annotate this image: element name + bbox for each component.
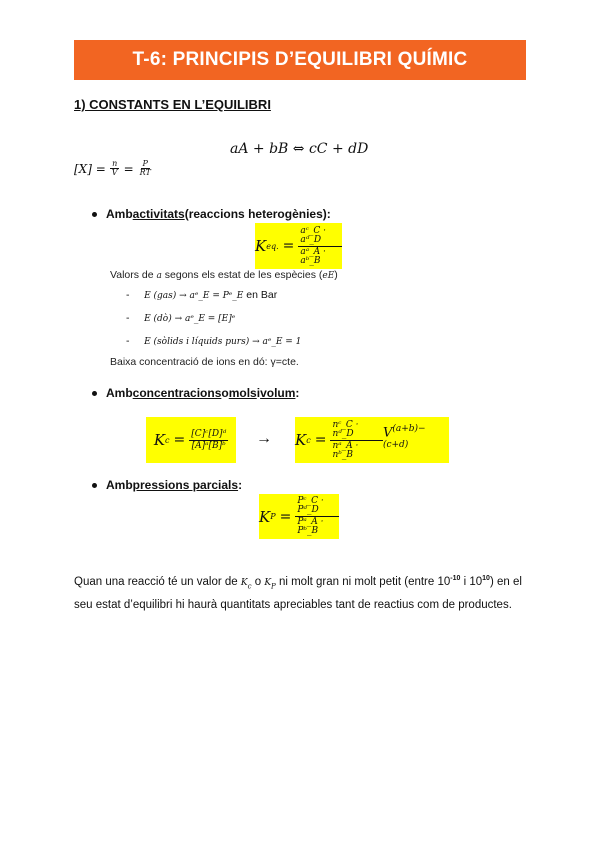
conclusion-paragraph: [74, 569, 534, 615]
label-underlined: volum: [260, 386, 296, 400]
case-solution: [126, 312, 235, 324]
label-text: Amb: [106, 386, 133, 400]
bullet-pressures: [92, 478, 242, 492]
keq-formula-box: K eq. = $\frac{\text{aᶜ\_C · aᵈ\_D}}{\text{aᵃ\_A · aᵇ\_B}}$: [255, 223, 342, 269]
k-subscript: c: [165, 435, 170, 445]
kp-symbol: K: [264, 578, 272, 588]
values-intro: [110, 269, 338, 281]
text: i 10: [460, 576, 483, 588]
frac-num: n: [112, 159, 118, 168]
k-subscript: c: [306, 435, 311, 445]
case-expr: E (gas) → aᵉ_E = Pᵉ_E: [144, 291, 244, 301]
conc-lhs: [X] =: [74, 161, 106, 176]
case-expr: E (dò) → aᵉ_E = [E]ᵉ: [144, 314, 236, 324]
low-concentration-note: Baixa concentració de ions en dó: γ=cte.: [110, 356, 299, 368]
bullet-dot-icon: [92, 391, 97, 396]
frac-num: nᶜ_C · nᵈ_D: [330, 420, 383, 441]
kc-sub: c: [247, 582, 252, 591]
var-a: a: [156, 271, 162, 281]
n-over-v-fraction: [110, 160, 120, 177]
exponent: 10: [482, 575, 490, 582]
v-exponent: (a+b)−(c+d): [382, 423, 426, 450]
case-gas: [126, 289, 277, 301]
case-pure: [126, 335, 301, 347]
frac-den: Pᵃ_A · Pᵇ_B: [297, 517, 324, 536]
k-subscript: eq.: [266, 241, 279, 251]
text: Valors de: [110, 269, 157, 281]
frac-num: aᶜ_C · aᵈ_D: [298, 226, 342, 247]
label-text: :: [238, 478, 243, 492]
bullet-dot-icon: [92, 483, 97, 488]
label-underlined: activitats: [132, 207, 185, 221]
bullet-concentrations: [92, 386, 299, 400]
frac-num: P: [142, 159, 148, 168]
label-text: o: [221, 386, 229, 400]
dash: -: [126, 312, 130, 324]
concentration-definition: [74, 160, 153, 177]
label-text: (reaccions heterogènies):: [184, 207, 331, 221]
text: ): [334, 269, 338, 281]
p-over-rt-fraction: [138, 160, 153, 177]
label-text: :: [295, 386, 300, 400]
text: Quan una reacció té un valor de: [74, 576, 241, 588]
k-symbol: K: [153, 431, 166, 449]
keq-fraction: [298, 226, 342, 267]
exponent: -10: [450, 575, 461, 582]
dash: -: [126, 289, 130, 301]
equals-sign: =: [123, 161, 134, 176]
bullet-dot-icon: [92, 212, 97, 217]
text: ) en el seu estat d’equilibri hi haurà quantitats apreciables tant de reactius com de productes.: [74, 576, 522, 612]
frac-den: [A]ᵃ[B]ᵇ: [191, 440, 226, 451]
volume-power: [383, 424, 449, 457]
section-heading: 1) CONSTANTS EN L’EQUILIBRI: [74, 97, 271, 112]
label-text: Amb: [106, 478, 133, 492]
text: segons els estat de les espècies (: [161, 269, 323, 281]
kc-moles-fraction: [330, 420, 383, 461]
label-text: i: [256, 386, 261, 400]
kc-fraction: [189, 429, 228, 452]
frac-num: [C]ᶜ[D]ᵈ: [191, 428, 227, 439]
label-text: Amb: [106, 207, 133, 221]
k-symbol: K: [255, 237, 267, 255]
page-title: T-6: PRINCIPIS D’EQUILIBRI QUÍMIC: [132, 49, 468, 70]
frac-num: Pᶜ_C · Pᵈ_D: [295, 496, 339, 517]
dash: -: [126, 335, 130, 347]
case-expr: E (sòlids i líquids purs) → aᵉ_E = 1: [144, 337, 302, 347]
v-symbol: V: [382, 425, 393, 440]
kc-symbol: K: [240, 578, 248, 588]
kp-fraction: [295, 496, 339, 537]
kp-formula-box: K P = $\frac{\text{Pᶜ\_C · Pᵈ\_D}}{\text{Pᵃ\_A · Pᵇ\_B}}$: [259, 494, 339, 539]
text: o: [251, 576, 265, 588]
frac-den: nᵃ_A · nᵇ_B: [332, 440, 359, 460]
frac-den: RT: [139, 168, 151, 177]
reaction-equation: aA + bB ⇔ cC + dD: [230, 141, 369, 157]
kc-moles-box: K c = $\frac{\text{nᶜ\_C · nᵈ\_D}}{\text{nᵃ\_A · nᵇ\_B}}$ $V^{(a+b)-(c+d)}$: [295, 417, 449, 463]
k-symbol: K: [259, 507, 271, 526]
k-subscript: P: [270, 512, 276, 521]
label-underlined: pressions parcials: [132, 478, 239, 492]
kc-concentration-box: K c = $\frac{\text{[C]ᶜ[D]ᵈ}}{\text{[A]ᵃ[B]ᵇ}}$: [146, 417, 236, 463]
text: ni molt gran ni molt petit (entre 10: [275, 576, 451, 588]
k-symbol: K: [295, 431, 307, 449]
label-underlined: mols: [228, 386, 257, 400]
kp-sub: P: [271, 582, 276, 591]
frac-den: V: [111, 168, 118, 177]
bullet-activities: [92, 207, 331, 221]
frac-den: aᵃ_A · aᵇ_B: [300, 246, 326, 266]
label-underlined: concentracions: [132, 386, 222, 400]
arrow-icon: →: [256, 430, 272, 447]
var-ee: eE: [322, 271, 335, 281]
case-suffix: en Bar: [243, 289, 278, 301]
title-banner: [74, 40, 526, 80]
